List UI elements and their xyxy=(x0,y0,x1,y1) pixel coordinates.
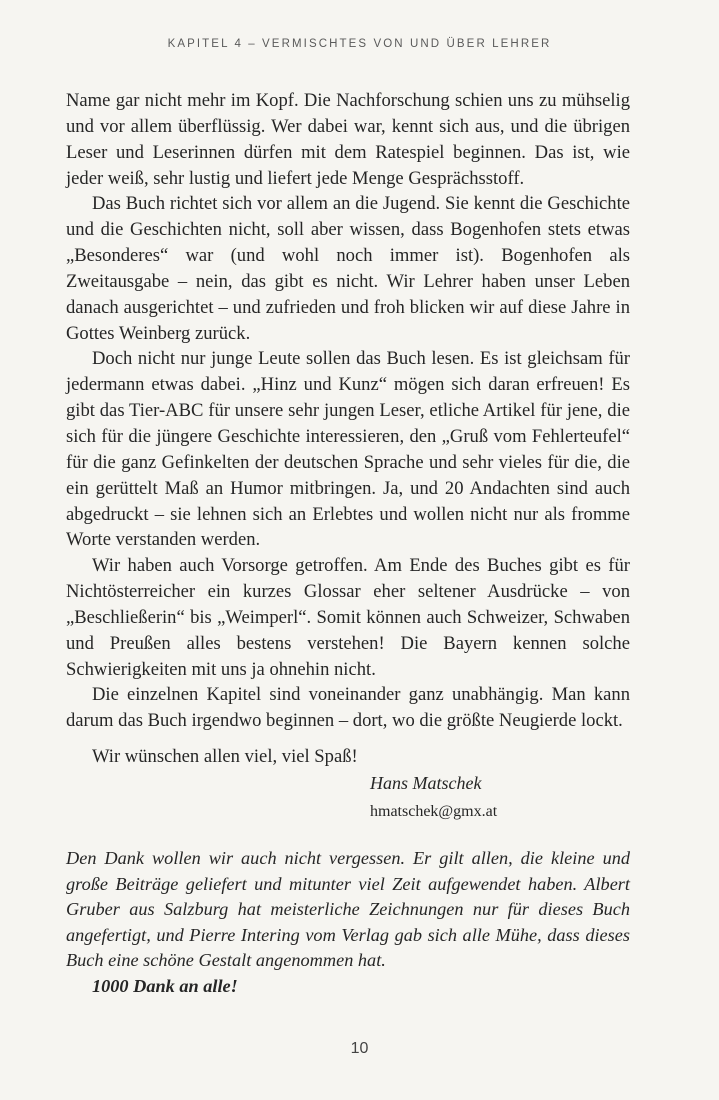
paragraph-continuation: Name gar nicht mehr im Kopf. Die Nachforschung schien uns zu mühselig und vor allem überflüssig. Wer dabei war, kennt sich aus, und die übrigen Leser und Leserinnen dürfen mit dem Ratespiel beginnen. Das ist, wie jeder weiß, sehr lustig und liefert jede Menge Gesprächsstoff. xyxy=(66,90,630,189)
running-header: KAPITEL 4 – VERMISCHTES VON UND ÜBER LEHRER xyxy=(167,38,552,50)
paragraph: Doch nicht nur junge Leute sollen das Buch lesen. Es ist gleichsam für jedermann etwas dabei. „Hinz und Kunz“ mögen sich daran erfreuen! Es gibt das Tier-ABC für unsere sehr jungen Leser, etliche Artikel für jene, die sich für die jüngere Geschichte interessieren, den „Gruß vom Fehlerteufel“ für die ganz Gefinkelten der deutschen Sprache und sehr vieles für die, die ein gerüttelt Maß an Humor mitbringen. Ja, und 20 Andachten sind auch abgedruckt – sie lehnen sich an Erlebtes und wollen nicht nur als fromme Worte verstanden werden. xyxy=(66,348,630,551)
paragraph: Wir haben auch Vorsorge getroffen. Am Ende des Buches gibt es für Nichtösterreicher ein kurzes Glossar eher seltener Ausdrücke – von „Beschließerin“ bis „Weimperl“. Somit können auch Schweizer, Schwaben und Preußen alles bestens verstehen! Die Bayern kennen solche Schwierigkeiten mit uns ja ohnehin nicht. xyxy=(66,555,630,680)
main-text xyxy=(66,88,630,770)
page-number: 10 xyxy=(350,1040,369,1057)
paragraph: Das Buch richtet sich vor allem an die Jugend. Sie kennt die Geschichte und die Geschichten nicht, soll aber wissen, dass Bogenhofen stets etwas „Besonderes“ war (und wohl noch immer ist). Bogenhofen als Zweitausgabe – nein, das gibt es nicht. Wir Lehrer haben unser Leben danach ausgerichtet – und zufrieden und froh blicken wir auf diese Jahre in Gottes Weinberg zurück. xyxy=(66,193,630,344)
paragraph: Die einzelnen Kapitel sind voneinander ganz unabhängig. Man kann darum das Buch irgendwo beginnen – dort, wo die größte Neugierde lockt. xyxy=(66,684,630,732)
acknowledgement-text: Den Dank wollen wir auch nicht vergessen. Er gilt allen, die kleine und große Beiträge geliefert und mitunter viel Zeit aufgewendet haben. Albert Gruber aus Salzburg hat meisterliche Zeichnungen nur für dieses Buch angefertigt, und Pierre Intering vom Verlag gab sich alle Mühe, dass dieses Buch eine schöne Gestalt angenommen hat. xyxy=(66,848,630,971)
acknowledgement-block xyxy=(66,846,630,1000)
author-name: Hans Matschek xyxy=(370,773,482,793)
author-email: hmatschek@gmx.at xyxy=(370,803,498,820)
acknowledgement-closing: 1000 Dank an alle! xyxy=(92,975,238,996)
paragraph-wish: Wir wünschen allen viel, viel Spaß! xyxy=(92,746,358,768)
signature-block xyxy=(370,770,670,825)
